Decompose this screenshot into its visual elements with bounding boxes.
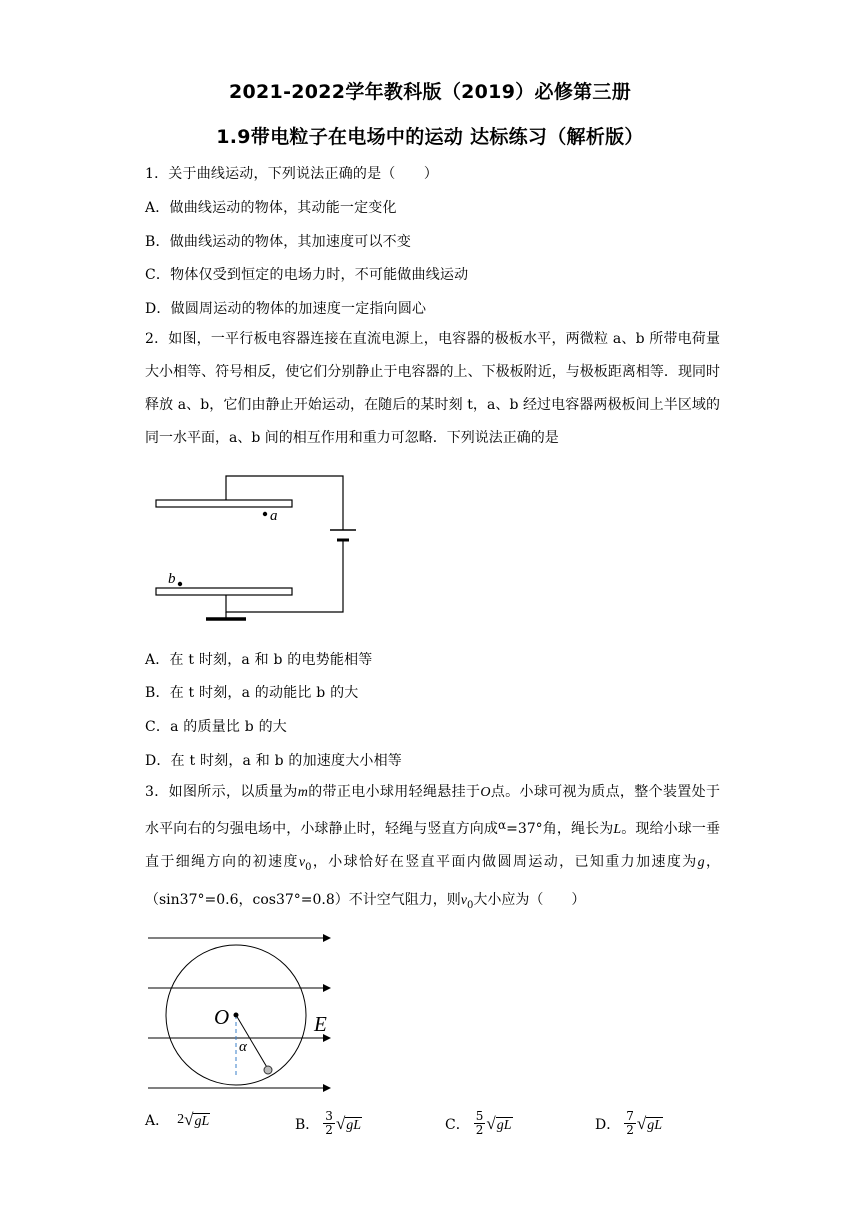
pivot-point <box>234 1013 239 1018</box>
sqrt: √gL <box>486 1113 512 1133</box>
particle-a <box>263 512 267 516</box>
upper-wire <box>226 476 343 530</box>
q1-option-a: A．做曲线运动的物体，其动能一定变化 <box>145 200 397 216</box>
q3-option-c: C． $\frac{5}{2}$ √gL <box>445 1109 512 1137</box>
label-b: b <box>168 571 176 587</box>
title-line-1: 2021-2022学年教科版（2019）必修第三册 <box>228 81 632 103</box>
upper-plate <box>156 500 292 507</box>
title-line-2: 1.9带电粒子在电场中的运动 达标练习（解析版） <box>216 126 644 148</box>
particle-b <box>178 582 182 586</box>
label-a: a <box>270 508 278 524</box>
q3-stem: 3．如图所示，以质量为m的带正电小球用轻绳悬挂于O点。小球可视为质点，整个装置处于水平向右的匀强电场中，小球静止时，轻绳与竖直方向成α=37°角，绳长为L。现给小球一垂直于细绳方向的初速度$v_0$，小球恰好在竖直平面内做圆周运动，已知重力加速度为g，（sin37°=0.6，cos37°=0.8）不计空气阻力，则$v_0$大小应为（ ） <box>145 784 721 911</box>
q1-option-d: D．做圆周运动的物体的加速度一定指向圆心 <box>145 301 427 317</box>
q1-stem: 1．关于曲线运动，下列说法正确的是（ ） <box>145 166 439 182</box>
q1-option-b: B．做曲线运动的物体，其加速度可以不变 <box>145 234 412 250</box>
q3-option-a: A． 2 √gL <box>145 1110 210 1129</box>
q2-option-b: B．在 t 时刻，a 的动能比 b 的大 <box>145 685 359 701</box>
q2-stem: 2．如图，一平行板电容器连接在直流电源上，电容器的极板水平，两微粒 a、b 所带电荷量大小相等、符号相反，使它们分别静止于电容器的上、下极板附近，与极板距离相等．现同时释放 a、b，它们由静止开始运动，在随后的某时刻 t，a、b 经过电容器两极板间上半区域的同一水平面，a、b 间的相互作用和重力可忽略．下列说法正确的是 <box>145 331 720 446</box>
label-alpha: α <box>239 1039 247 1055</box>
fraction: $\frac{3}{2}$ <box>325 1109 333 1137</box>
label-E: E <box>314 1012 327 1036</box>
q3-option-d: D． $\frac{7}{2}$ √gL <box>595 1109 663 1137</box>
pendulum-field-figure <box>146 924 346 1100</box>
capacitor-circuit-figure <box>150 468 360 628</box>
q2-option-c: C．a 的质量比 b 的大 <box>145 719 287 735</box>
sqrt: √gL <box>636 1113 663 1133</box>
sqrt: √gL <box>184 1110 210 1129</box>
sqrt: √gL <box>335 1113 362 1133</box>
q2-option-d: D．在 t 时刻，a 和 b 的加速度大小相等 <box>145 753 403 769</box>
charged-ball <box>264 1066 272 1074</box>
lower-wire <box>226 540 343 612</box>
fraction: $\frac{5}{2}$ <box>475 1109 484 1137</box>
q3-option-b: B． $\frac{3}{2}$ √gL <box>295 1109 362 1137</box>
fraction: $\frac{7}{2}$ <box>626 1109 634 1137</box>
label-O: O <box>214 1005 230 1029</box>
q1-option-c: C．物体仅受到恒定的电场力时，不可能做曲线运动 <box>145 267 469 283</box>
lower-plate <box>156 588 292 595</box>
q2-option-a: A．在 t 时刻，a 和 b 的电势能相等 <box>145 652 373 668</box>
